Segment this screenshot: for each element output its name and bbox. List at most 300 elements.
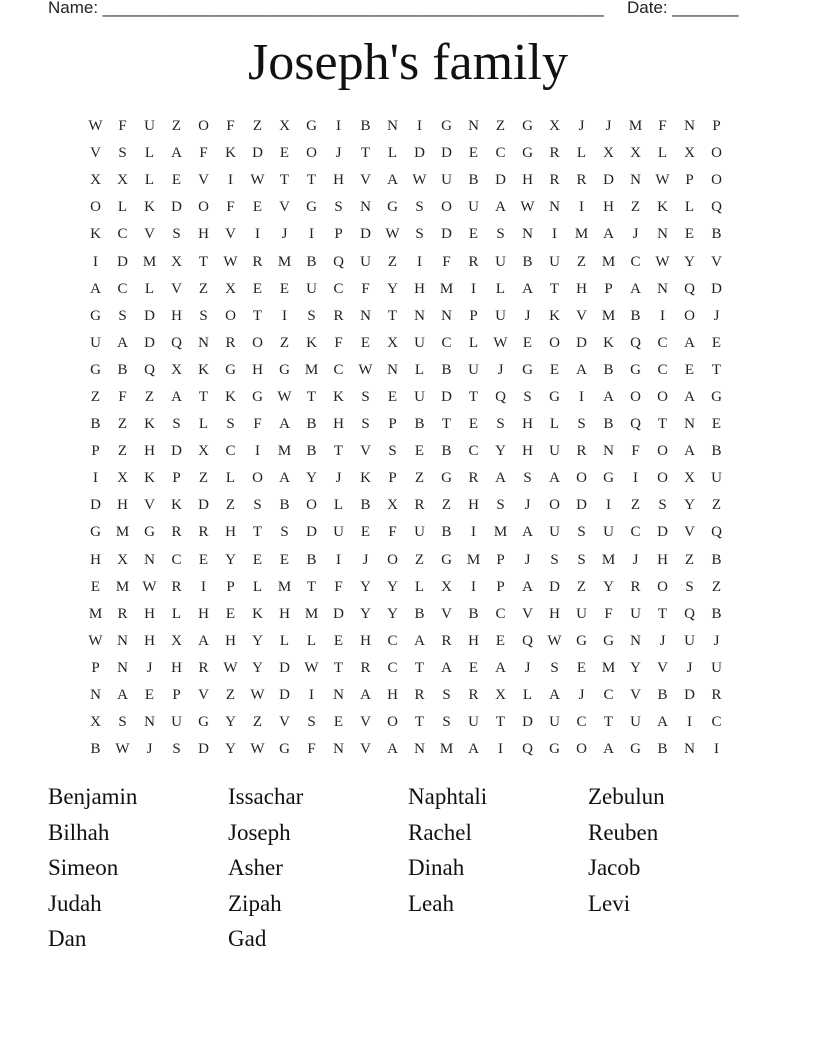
grid-cell: O: [576, 741, 587, 758]
grid-cell: B: [522, 253, 533, 270]
grid-cell: M: [439, 280, 454, 297]
grid-cell: J: [578, 687, 585, 704]
grid-cell: X: [117, 470, 128, 487]
grid-cell: P: [604, 280, 613, 297]
grid-cell: L: [387, 145, 398, 162]
grid-cell: I: [417, 118, 422, 135]
grid-cell: Z: [711, 497, 722, 514]
grid-cell: I: [255, 226, 260, 243]
grid-cell: D: [171, 199, 182, 216]
grid-cell: I: [633, 470, 638, 487]
grid-cell: L: [414, 361, 425, 378]
grid-cell: D: [603, 172, 614, 189]
grid-cell: A: [522, 578, 533, 595]
grid-cell: R: [441, 632, 452, 649]
grid-cell: C: [333, 361, 344, 378]
grid-cell: J: [146, 659, 153, 676]
grid-cell: D: [279, 659, 290, 676]
grid-cell: Z: [198, 470, 209, 487]
grid-cell: C: [495, 145, 506, 162]
grid-cell: E: [549, 361, 560, 378]
grid-cell: U: [630, 605, 641, 622]
grid-cell: R: [198, 524, 209, 541]
grid-cell: A: [387, 172, 398, 189]
grid-cell: N: [630, 172, 641, 189]
grid-cell: M: [601, 307, 616, 324]
grid-cell: M: [277, 253, 292, 270]
grid-cell: O: [225, 307, 236, 324]
grid-cell: E: [252, 551, 263, 568]
grid-cell: S: [685, 578, 694, 595]
grid-cell: B: [711, 443, 722, 460]
grid-cell: Y: [252, 659, 263, 676]
grid-cell: J: [659, 632, 666, 649]
grid-cell: V: [711, 253, 722, 270]
grid-cell: N: [387, 361, 398, 378]
grid-cell: S: [334, 199, 343, 216]
grid-cell: M: [88, 605, 103, 622]
word-list-item: Dan: [48, 926, 87, 951]
grid-cell: M: [466, 551, 481, 568]
grid-cell: E: [360, 524, 371, 541]
grid-cell: A: [684, 443, 695, 460]
grid-cell: F: [226, 199, 235, 216]
grid-cell: S: [118, 307, 127, 324]
grid-cell: T: [360, 145, 371, 162]
grid-cell: N: [630, 632, 641, 649]
grid-cell: T: [198, 253, 209, 270]
grid-cell: U: [90, 334, 101, 351]
grid-cell: Y: [684, 253, 695, 270]
grid-cell: E: [711, 416, 722, 433]
grid-cell: U: [414, 524, 425, 541]
grid-cell: S: [496, 226, 505, 243]
grid-cell: H: [468, 497, 479, 514]
grid-cell: Y: [252, 632, 263, 649]
grid-cell: O: [576, 470, 587, 487]
grid-cell: W: [655, 172, 670, 189]
grid-cell: H: [522, 172, 533, 189]
grid-cell: E: [252, 199, 263, 216]
grid-cell: Z: [576, 253, 587, 270]
grid-cell: A: [684, 388, 695, 405]
grid-cell: A: [603, 226, 614, 243]
grid-cell: G: [522, 361, 533, 378]
grid-cell: T: [333, 659, 344, 676]
grid-cell: G: [306, 118, 317, 135]
grid-cell: L: [684, 199, 695, 216]
grid-cell: W: [88, 118, 103, 135]
grid-cell: E: [90, 578, 101, 595]
grid-cell: J: [578, 118, 585, 135]
grid-cell: T: [306, 578, 317, 595]
grid-cell: O: [90, 199, 101, 216]
grid-cell: U: [333, 524, 344, 541]
grid-cell: K: [603, 334, 614, 351]
grid-cell: O: [549, 497, 560, 514]
grid-cell: B: [711, 226, 722, 243]
grid-cell: X: [90, 172, 101, 189]
grid-cell: Z: [171, 118, 182, 135]
grid-cell: W: [277, 388, 292, 405]
grid-cell: Y: [306, 470, 317, 487]
grid-cell: S: [307, 714, 316, 731]
grid-cell: L: [333, 497, 344, 514]
grid-cell: R: [171, 524, 182, 541]
grid-cell: T: [468, 388, 479, 405]
grid-cell: F: [658, 118, 667, 135]
grid-cell: S: [658, 497, 667, 514]
grid-cell: G: [711, 388, 722, 405]
grid-cell: F: [118, 388, 127, 405]
grid-cell: P: [91, 443, 100, 460]
grid-cell: Q: [171, 334, 182, 351]
grid-cell: B: [441, 361, 452, 378]
grid-cell: J: [524, 307, 531, 324]
grid-cell: L: [657, 145, 668, 162]
grid-cell: Q: [495, 388, 506, 405]
grid-cell: P: [334, 226, 343, 243]
grid-cell: H: [225, 632, 236, 649]
grid-cell: W: [223, 253, 238, 270]
grid-cell: M: [142, 253, 157, 270]
grid-cell: E: [279, 551, 290, 568]
grid-cell: Z: [252, 714, 263, 731]
grid-cell: K: [198, 361, 209, 378]
grid-cell: I: [93, 470, 98, 487]
grid-cell: X: [171, 632, 182, 649]
grid-cell: Z: [414, 470, 425, 487]
grid-cell: W: [520, 199, 535, 216]
grid-cell: B: [306, 443, 317, 460]
grid-cell: G: [252, 388, 263, 405]
word-list-item: Benjamin: [48, 784, 138, 809]
grid-cell: F: [118, 118, 127, 135]
grid-cell: D: [522, 714, 533, 731]
word-list-item: Joseph: [228, 819, 291, 845]
grid-cell: F: [199, 145, 208, 162]
grid-cell: G: [630, 741, 641, 758]
grid-cell: I: [714, 741, 719, 758]
word-list: [48, 779, 768, 957]
grid-cell: P: [91, 659, 100, 676]
grid-cell: I: [579, 388, 584, 405]
grid-cell: W: [304, 659, 319, 676]
grid-cell: Z: [414, 551, 425, 568]
grid-cell: V: [360, 714, 371, 731]
grid-cell: D: [657, 524, 668, 541]
grid-cell: C: [387, 659, 398, 676]
grid-cell: A: [117, 334, 128, 351]
grid-cell: I: [336, 118, 341, 135]
grid-cell: U: [603, 524, 614, 541]
grid-cell: R: [171, 578, 182, 595]
grid-cell: B: [603, 361, 614, 378]
grid-cell: B: [90, 416, 101, 433]
grid-cell: S: [496, 497, 505, 514]
grid-cell: Y: [630, 659, 641, 676]
grid-cell: U: [549, 443, 560, 460]
grid-cell: O: [684, 307, 695, 324]
grid-cell: N: [144, 714, 155, 731]
grid-cell: Y: [684, 497, 695, 514]
grid-cell: G: [279, 741, 290, 758]
grid-cell: I: [336, 551, 341, 568]
grid-cell: H: [171, 307, 182, 324]
grid-cell: A: [279, 470, 290, 487]
grid-cell: X: [603, 145, 614, 162]
grid-cell: X: [495, 687, 506, 704]
grid-cell: B: [711, 605, 722, 622]
grid-cell: N: [684, 118, 695, 135]
grid-cell: F: [334, 578, 343, 595]
grid-cell: N: [468, 118, 479, 135]
grid-cell: S: [118, 145, 127, 162]
grid-cell: Q: [522, 632, 533, 649]
grid-cell: M: [277, 443, 292, 460]
grid-cell: D: [576, 497, 587, 514]
grid-cell: B: [306, 551, 317, 568]
grid-cell: D: [441, 145, 452, 162]
grid-cell: E: [225, 605, 236, 622]
grid-cell: T: [414, 714, 425, 731]
grid-cell: U: [441, 172, 452, 189]
grid-cell: D: [333, 605, 344, 622]
grid-cell: X: [198, 443, 209, 460]
grid-cell: L: [171, 605, 182, 622]
grid-cell: H: [522, 443, 533, 460]
grid-cell: F: [226, 118, 235, 135]
grid-cell: H: [576, 280, 587, 297]
grid-cell: N: [333, 741, 344, 758]
grid-cell: U: [549, 524, 560, 541]
grid-cell: J: [632, 551, 639, 568]
grid-cell: I: [687, 714, 692, 731]
grid-cell: H: [603, 199, 614, 216]
grid-cell: Z: [198, 280, 209, 297]
grid-cell: Q: [630, 416, 641, 433]
grid-cell: Z: [684, 551, 695, 568]
grid-cell: T: [252, 307, 263, 324]
grid-cell: Q: [711, 199, 722, 216]
grid-cell: I: [471, 524, 476, 541]
grid-cell: D: [360, 226, 371, 243]
grid-cell: T: [252, 524, 263, 541]
grid-cell: Q: [522, 741, 533, 758]
word-list-item: Jacob: [588, 855, 641, 880]
grid-cell: A: [603, 388, 614, 405]
grid-cell: S: [442, 687, 451, 704]
grid-cell: B: [441, 443, 452, 460]
grid-cell: F: [361, 280, 370, 297]
grid-cell: A: [387, 741, 398, 758]
grid-cell: V: [225, 226, 236, 243]
word-list-item: Asher: [228, 855, 283, 880]
grid-cell: O: [657, 443, 668, 460]
word-list-item: Zipah: [228, 890, 282, 916]
grid-cell: O: [387, 551, 398, 568]
grid-cell: C: [711, 714, 722, 731]
grid-cell: R: [468, 253, 479, 270]
grid-cell: I: [201, 578, 206, 595]
grid-cell: L: [522, 687, 533, 704]
grid-cell: D: [117, 253, 128, 270]
grid-cell: G: [387, 199, 398, 216]
word-list-item: Judah: [48, 890, 102, 916]
grid-cell: K: [657, 199, 668, 216]
grid-cell: O: [252, 470, 263, 487]
header: [48, 0, 739, 18]
grid-cell: D: [495, 172, 506, 189]
grid-cell: J: [686, 659, 693, 676]
word-list-item: Rachel: [408, 819, 472, 845]
grid-cell: A: [198, 632, 209, 649]
grid-cell: E: [279, 280, 290, 297]
grid-cell: C: [495, 605, 506, 622]
grid-cell: A: [495, 199, 506, 216]
grid-cell: B: [657, 687, 668, 704]
grid-cell: E: [279, 145, 290, 162]
grid-cell: J: [146, 741, 153, 758]
grid-cell: P: [388, 470, 397, 487]
grid-cell: N: [684, 741, 695, 758]
grid-cell: B: [441, 524, 452, 541]
grid-cell: K: [333, 388, 344, 405]
grid-cell: R: [468, 687, 479, 704]
grid-cell: W: [142, 578, 157, 595]
grid-cell: D: [711, 280, 722, 297]
grid-cell: N: [522, 226, 533, 243]
grid-cell: V: [630, 687, 641, 704]
grid-cell: W: [250, 172, 265, 189]
grid-cell: N: [360, 199, 371, 216]
grid-cell: O: [252, 334, 263, 351]
grid-cell: U: [468, 199, 479, 216]
grid-cell: H: [144, 632, 155, 649]
grid-cell: N: [387, 118, 398, 135]
grid-cell: B: [603, 416, 614, 433]
grid-cell: E: [495, 632, 506, 649]
grid-cell: S: [307, 307, 316, 324]
grid-cell: U: [684, 632, 695, 649]
grid-cell: U: [549, 714, 560, 731]
grid-cell: R: [711, 687, 722, 704]
grid-cell: H: [549, 605, 560, 622]
grid-cell: G: [603, 632, 614, 649]
grid-cell: Z: [387, 253, 398, 270]
grid-cell: V: [657, 659, 668, 676]
grid-cell: W: [385, 226, 400, 243]
grid-cell: O: [549, 334, 560, 351]
grid-cell: Z: [252, 118, 263, 135]
grid-cell: M: [115, 578, 130, 595]
grid-cell: S: [172, 226, 181, 243]
grid-cell: H: [117, 497, 128, 514]
grid-cell: F: [307, 741, 316, 758]
grid-cell: L: [306, 632, 317, 649]
grid-cell: X: [630, 145, 641, 162]
grid-cell: D: [198, 741, 209, 758]
grid-cell: O: [657, 578, 668, 595]
grid-cell: V: [144, 497, 155, 514]
grid-cell: M: [277, 578, 292, 595]
grid-cell: U: [414, 334, 425, 351]
grid-cell: M: [439, 741, 454, 758]
grid-cell: U: [306, 280, 317, 297]
grid-cell: L: [495, 280, 506, 297]
grid-cell: R: [414, 687, 425, 704]
grid-cell: T: [198, 388, 209, 405]
grid-cell: V: [90, 145, 101, 162]
grid-cell: V: [279, 714, 290, 731]
grid-cell: F: [631, 443, 640, 460]
grid-cell: M: [601, 551, 616, 568]
grid-cell: B: [306, 253, 317, 270]
grid-cell: A: [90, 280, 101, 297]
grid-cell: R: [576, 443, 587, 460]
grid-cell: D: [279, 687, 290, 704]
grid-cell: I: [498, 741, 503, 758]
grid-cell: J: [605, 118, 612, 135]
grid-cell: X: [90, 714, 101, 731]
grid-cell: Y: [387, 605, 398, 622]
grid-cell: D: [576, 334, 587, 351]
grid-cell: J: [281, 226, 288, 243]
grid-cell: H: [333, 172, 344, 189]
grid-cell: M: [574, 226, 589, 243]
grid-cell: U: [495, 307, 506, 324]
grid-cell: A: [522, 524, 533, 541]
grid-cell: U: [171, 714, 182, 731]
grid-cell: I: [471, 280, 476, 297]
grid-cell: L: [117, 199, 128, 216]
grid-cell: B: [657, 741, 668, 758]
grid-cell: L: [198, 416, 209, 433]
grid-cell: B: [306, 416, 317, 433]
grid-cell: R: [333, 307, 344, 324]
grid-cell: X: [279, 118, 290, 135]
grid-cell: U: [468, 361, 479, 378]
grid-cell: A: [603, 741, 614, 758]
grid-cell: L: [225, 470, 236, 487]
grid-cell: F: [334, 334, 343, 351]
grid-cell: M: [304, 605, 319, 622]
grid-cell: N: [360, 307, 371, 324]
grid-cell: D: [144, 307, 155, 324]
grid-cell: G: [522, 118, 533, 135]
grid-cell: G: [90, 307, 101, 324]
grid-cell: O: [198, 118, 209, 135]
grid-cell: U: [549, 253, 560, 270]
word-list-item: Simeon: [48, 855, 119, 880]
grid-cell: M: [115, 524, 130, 541]
grid-cell: D: [306, 524, 317, 541]
grid-cell: V: [360, 172, 371, 189]
grid-cell: O: [306, 497, 317, 514]
grid-cell: C: [657, 334, 668, 351]
grid-cell: D: [144, 334, 155, 351]
grid-cell: Z: [279, 334, 290, 351]
grid-cell: E: [468, 659, 479, 676]
grid-cell: H: [387, 687, 398, 704]
grid-cell: T: [414, 659, 425, 676]
grid-cell: L: [414, 578, 425, 595]
grid-cell: L: [549, 416, 560, 433]
grid-cell: G: [90, 524, 101, 541]
grid-cell: J: [335, 470, 342, 487]
grid-cell: A: [549, 687, 560, 704]
grid-cell: P: [172, 687, 181, 704]
